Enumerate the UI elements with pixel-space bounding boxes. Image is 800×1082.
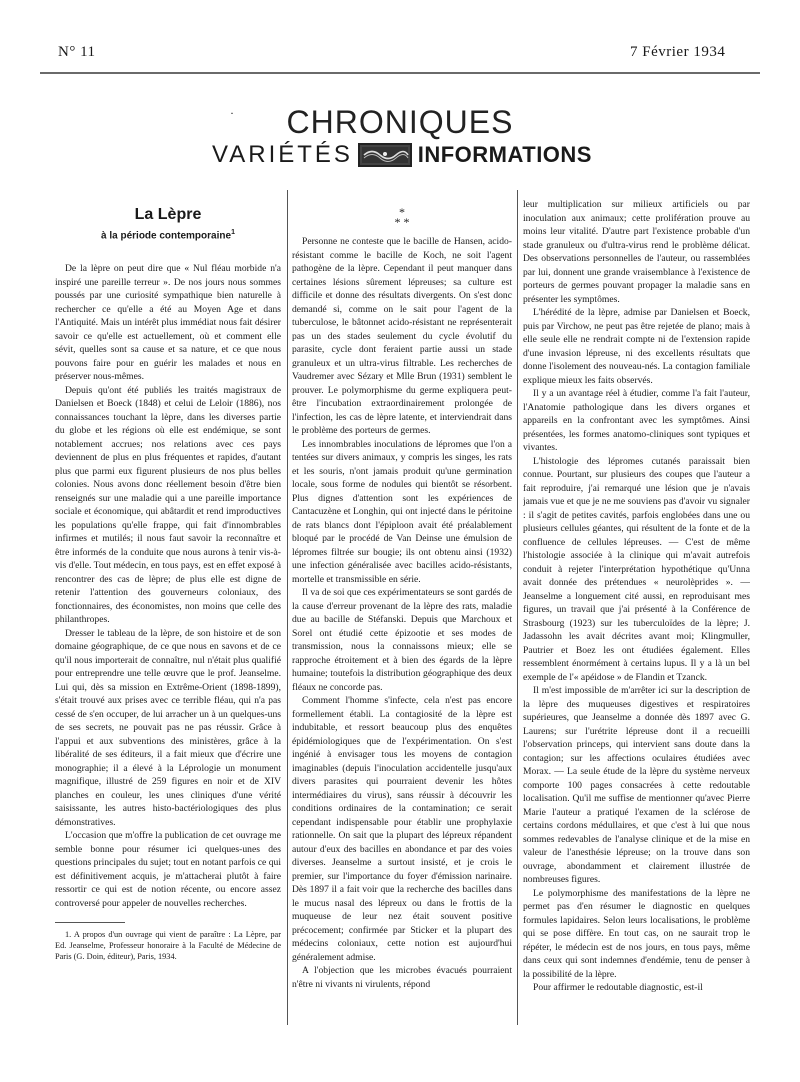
- column-1: [55, 200, 281, 1030]
- paragraph: Il va de soi que ces expérimentateurs se sont gardés de la cause d'erreur provenant de la lèpre des rats, maladie due au bacille de Stéfanski. Depuis que Marchoux et Sorel ont étudié cette épizootie et ses modes de transmission, nous la connaissons mieux; elle se rapproche étroitement et à bien des égards de la lèpre humaine; toutefois la distribution géographique des deux fléaux ne concorde pas.: [292, 587, 512, 693]
- column-2: [292, 207, 512, 1037]
- paragraph: Comment l'homme s'infecte, cela n'est pas encore formellement établi. La contagiosité de la lèpre est indubitable, et ressort beaucoup plus des enquêtes épidémiologiques que de l'expérimentation. On s'est ingénié à envisager tous les moyens de contagion imaginables (depuis l'inoculation accidentelle jusqu'aux divers parasites qui pourraient devenir les hôtes intermédiaires du virus), sans réussir à découvrir les conditions ordinaires de la contamination; ce serait cependant indispensable pour établir une prophylaxie rationnelle. On sait que la plupart des lépreux répandent autour d'eux des bacilles en abondance et par des voies diverses. Jeanselme a surtout insisté, et je crois le premier, sur l'importance du foyer d'émission narinaire. Dès 1897 il a fait voir que la recherche des bacilles dans le mucus nasal des lépreux ou dans le frottis de la muqueuse de leur nez était souvent positive précocement; confirmée par Sticker et la plupart des médecins coloniaux, cette notion est aujourd'hui généralement admise.: [292, 695, 512, 963]
- ornament-icon: [358, 143, 412, 167]
- issue-date: 7 Février 1934: [630, 44, 726, 60]
- article-title: La Lèpre: [134, 206, 202, 223]
- masthead-chroniques: CHRONIQUES: [286, 104, 514, 140]
- paragraph: Le polymorphisme des manifestations de la lèpre ne permet pas d'en résumer le diagnostic en quelques formules lapidaires. Selon leurs localisations, le problème qui se pose diffère. En tout cas, on ne saurait trop le répéter, le médecin est de nos jours, en tous pays, même dans ceux qui sont indemnes d'endémie, tenu de penser à la possibilité de la lèpre.: [523, 887, 750, 980]
- masthead-informations: INFORMATIONS: [417, 142, 592, 167]
- footnote-mark: 1: [231, 228, 235, 236]
- masthead-varietes: VARIÉTÉS: [212, 141, 353, 168]
- header-rule: [40, 72, 760, 74]
- star-bottom: * *: [394, 215, 410, 229]
- paragraph: Les innombrables inoculations de lépromes que l'on a tentées sur divers animaux, y compris les singes, les rats et les souris, n'ont jamais produit qu'une germination locale, sous forme de nodules qui bientôt se résorbent. Plus dignes d'attention sont les expériences de Cantacuzène et Longhin, qui ont injecté dans le péritoine de rats blancs dont l'épiploon avait été préalablement bloqué par le procédé de Van Deinse une émulsion de lépromes filtrée sur bougie; ils ont obtenu ainsi (1932) une infection généralisée avec bacilles acido-résistants, mortelle et transmissible en série.: [292, 438, 512, 585]
- column-rule-2: [517, 190, 518, 1025]
- masthead-line2: [212, 140, 592, 170]
- star-top: *: [399, 207, 405, 219]
- masthead-dot: ·: [230, 106, 234, 120]
- paragraph: Depuis qu'ont été publiés les traités magistraux de Danielsen et Boeck (1848) et celui de Leloir (1886), nos connaissances touchant la lèpre, dans les diverses partie du globe et les régions où elle est endémique, se sont notablement accrues; nos relations avec ces pays deviennent de plus en plus fréquentes et rapides, d'autant plus que parmi eux figurent plusieurs de nos plus belles colonies. Nous avons donc réellement besoin d'être bien renseignés sur une maladie qui a une pareille importance sociale et économique, qui abâtardit et rend improductives les populations qu'elle frappe, qui fait d'innombrables infirmes et mutilés; il nous faut savoir la reconnaître et être informés de la conduite que nous aurons à tenir vis-à-vis d'elle. Tout médecin, en tous pays, est en effet exposé à rencontrer des cas de lèpre; de plus elle est digne de retenir l'attention des gouverneurs coloniaux, des fonctionnaires, des économistes, non moins que celle des philanthropes.: [55, 384, 281, 626]
- paragraph: Il m'est impossible de m'arrêter ici sur la description de la lèpre des muqueuses digestives et respiratoires supérieures, que Jeanselme a donnée dès 1897 avec G. Laurens; sur l'urétrite lépreuse dont il a recueilli l'observation princeps, qui intervient sans doute dans la contagion; sur les affections oculaires étudiées avec Morax. — La seule étude de la lèpre du système nerveux comporte 100 pages consacrées à cette redoutable localisation. Qu'il me suffise de mentionner qu'avec Pierre Marie l'auteur a pratiqué l'examen de la sclérose de certains cordons médullaires, et que c'est à lui que nous sommes redevables de l'analyse clinique et de la mise en valeur de l'anesthésie lépreuse; on la trouve dans son ouvrage, abondamment et clairement illustrée de nombreuses figures.: [523, 685, 750, 885]
- issue-number: N° 11: [58, 44, 96, 60]
- paragraph: A l'objection que les microbes évacués pourraient n'être ni vivants ni virulents, répond: [292, 965, 512, 990]
- footnote: 1. A propos d'un ouvrage qui vient de paraître : La Lèpre, par Ed. Jeanselme, Professeur honoraire à la Faculté de Médecine de Paris (G. Doin, éditeur), Paris, 1934.: [55, 930, 281, 962]
- paragraph: Personne ne conteste que le bacille de Hansen, acido-résistant comme le bacille de Koch, ne soit l'agent pathogène de la lèpre. Cependant il peut manquer dans certaines lésions sûrement lépreuses; sa culture est difficile et donne des résultats divergents. On s'est donc demandé si, comme on le sait pour l'agent de la tuberculose, le bâtonnet acido-résistant ne représenterait pas un des stades seulement du cycle évolutif du parasite, cycle dont feraient partie aussi un stade granuleux et un ultra-virus filtrable. Les recherches de Vaudremer avec Sézary et Mlle Brun (1931) semblent le prouver. Le polymorphisme du germe expliquera peut-être l'incubation extraordinairement prolongée de l'infection, les cas de lèpre latente, et interviendrait dans le problème des porteurs de germes.: [292, 236, 512, 436]
- paragraph: Dresser le tableau de la lèpre, de son histoire et de son domaine géographique, de ce que nous en savons et de ce qu'il nous importerait de connaître, nul n'était plus qualifié pour entreprendre une telle œuvre que le prof. Jeanselme. Lui qui, dès sa mission en Extrême-Orient (1898-1899), s'était trouvé aux prises avec ce terrible fléau, qui n'a pas cessé de s'en occuper, de lui arracher un à un quelques-uns de ses secrets, ne pouvait pas ne pas réussir. Grâce à l'appui et aux subventions des ministères, grâce à la libéralité de ses éditeurs, il a fait mieux que d'écrire une monographie; il a élevé à la Léprologie un monument magnifique, illustré de 259 figures en noir et de XIV planches en couleur, les unes cliniques d'une vérité saisissante, les autres histo-bactériologiques des plus démonstratives.: [55, 627, 281, 828]
- column-rule-1: [287, 190, 288, 1025]
- article-subtitle-text: à la période contemporaine: [101, 229, 232, 241]
- footnote-rule: [55, 922, 125, 923]
- article-subtitle: [55, 226, 281, 243]
- paragraph: L'occasion que m'offre la publication de cet ouvrage me semble bonne pour résumer ici quelques-unes des questions principales du sujet; tout en notant parfois ce qui est définitivement acquis, je m'attacherai plutôt à faire ressortir ce qui est de notion récente, ou encore assez controversé pour appeler de nouvelles recherches.: [55, 830, 281, 909]
- paragraph: L'hérédité de la lèpre, admise par Danielsen et Boeck, puis par Virchow, ne peut pas être rejetée de plano; mais à elle seule elle ne rendrait compte ni de l'extension rapide d'une invasion lépreuse, ni des excellents résultats que donne l'isolement des nouveau-nés. La contagion familiale explique mieux les faits observés.: [523, 307, 750, 386]
- paragraph: leur multiplication sur milieux artificiels ou par inoculation aux animaux; cette prolifération prouve au moins leur vitalité. D'autre part l'existence probable d'un stade granuleux ou d'ultra-virus rend le problème délicat. Des observations personnelles de l'auteur, ou rassemblées par lui, donnent une grande vraisemblance à l'existence de porteurs de germes pouvant propager la maladie sans en présenter les symptômes.: [523, 199, 750, 305]
- paragraph: De la lèpre on peut dire que « Nul fléau morbide n'a inspiré une pareille terreur ». De nos jours nous sommes poussés par une curiosité sympathique bien naturelle à rechercher ce qu'elle a été au Moyen Age et dans l'Antiquité. Mais un intérêt plus immédiat nous fait désirer savoir ce qu'elle est actuellement, où et comment elle sévit, quelles sont sa cause et sa nature, et ce que nous pouvons faire pour en guérir les malades et nous en préserver nous-mêmes.: [55, 263, 281, 383]
- section-stars: [292, 207, 512, 227]
- column-3: [523, 198, 750, 1028]
- paragraph: Pour affirmer le redoutable diagnostic, est-il: [533, 982, 703, 993]
- paragraph: L'histologie des lépromes cutanés paraissait bien connue. Pourtant, sur plusieurs des coupes que l'auteur a fait reproduire, j'ai remarqué une lésion que je n'avais jamais vue et que je ne me souviens pas d'avoir vu signaler : il s'agit de petites cavités, parfois englobées dans une ou plusieurs cellules géantes, qui résultent de la fonte et de la confluence de cellules lépreuses. — C'est de même l'histologie associée à la clinique qui m'avait autrefois conduit à rejeter l'interprétation hypothétique qu'Unna avait donnée des prétendues « neurolèprides ». — Jeanselme a longuement cité aussi, en reproduisant mes figures, un travail que j'ai présenté à la Conférence de Strasbourg (1923) sur les tuberculoïdes de la lèpre; J. Jadassohn les avait décrites avant moi; Klingmuller, Pautrier et Boez les ont étudiées également. Elles ressemblent énormément à certains lupus. Il y a là un bel exemple de l'« apéidose » de Flandin et Tzanck.: [523, 455, 750, 683]
- paragraph: Il y a un avantage réel à étudier, comme l'a fait l'auteur, l'Anatomie pathologique dans les divers organes et appareils en la confrontant avec les symptômes. Ainsi présentées, les formes anatomo-cliniques sont typiques et vivantes.: [523, 388, 750, 453]
